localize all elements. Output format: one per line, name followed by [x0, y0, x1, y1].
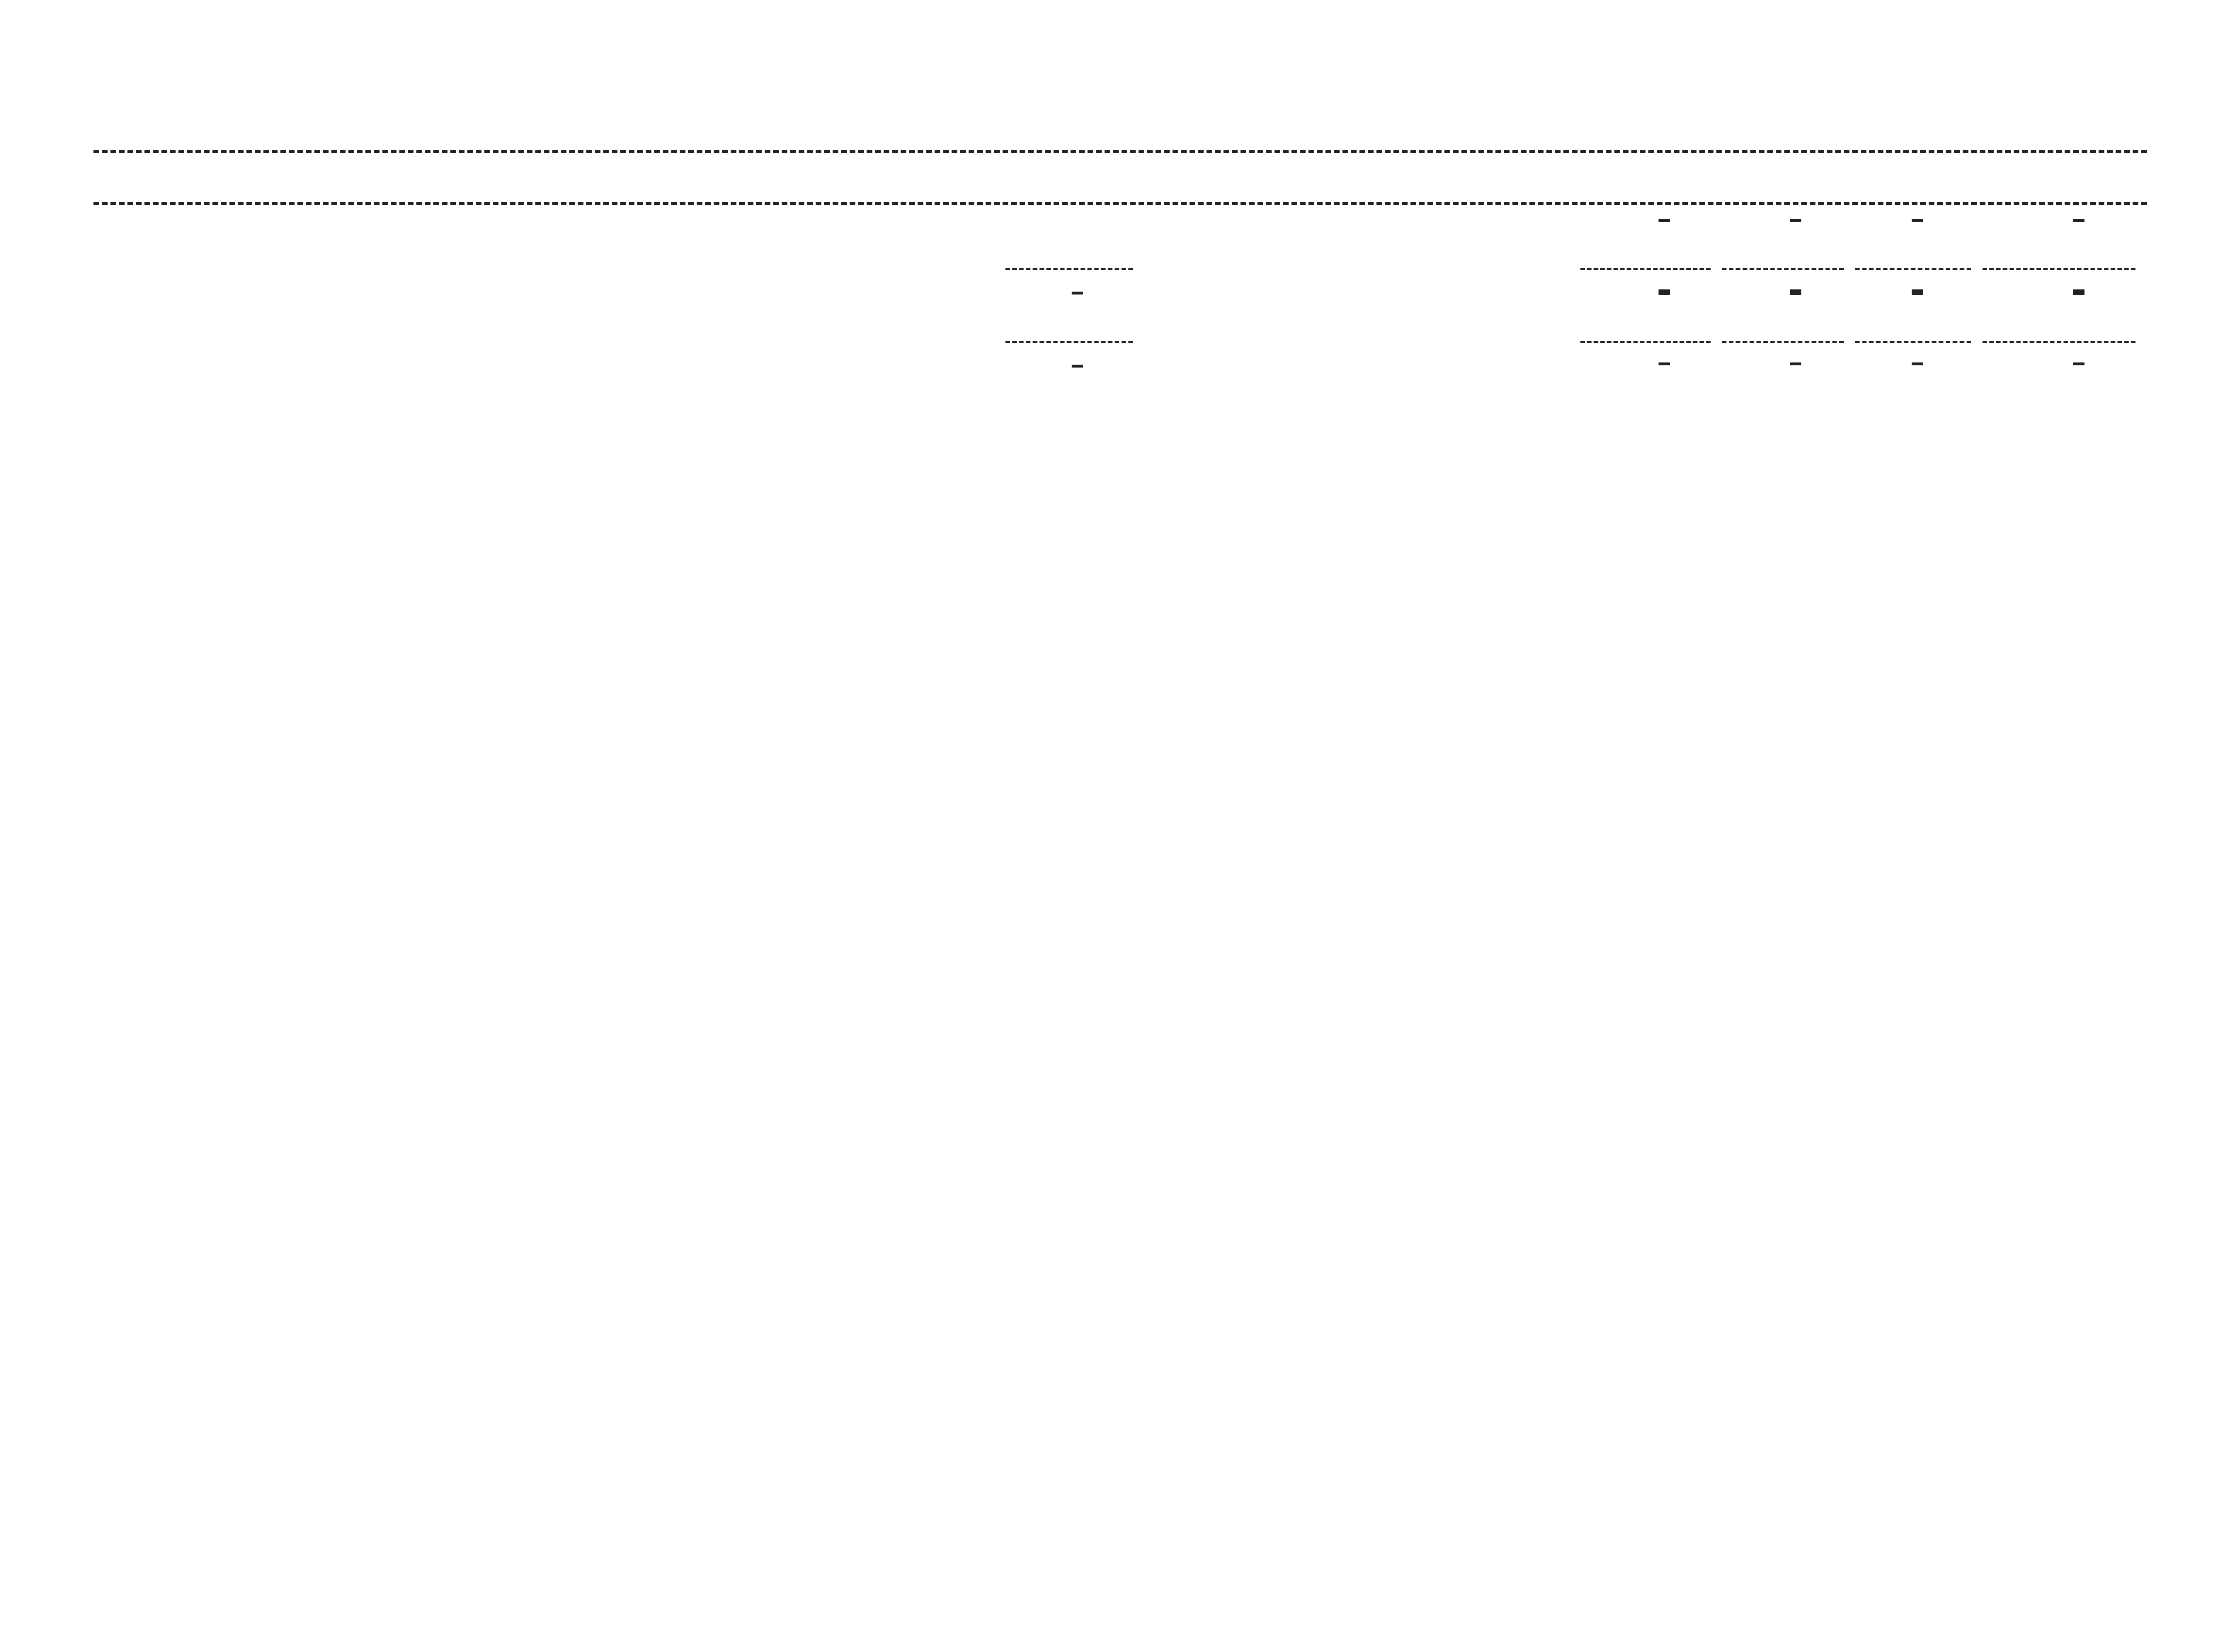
empty-cell-dash — [1659, 219, 1670, 222]
row-underline — [1580, 341, 1711, 343]
empty-cell-dash — [2073, 292, 2084, 295]
row-underline — [1722, 341, 1844, 343]
empty-cell-dash — [1912, 292, 1923, 295]
empty-cell-dash — [1790, 292, 1801, 295]
row-underline — [1855, 268, 1971, 270]
row-underline — [1005, 268, 1133, 270]
row-underline — [1983, 341, 2135, 343]
empty-cell-dash — [1072, 292, 1083, 294]
empty-cell-dash — [1072, 365, 1083, 368]
row-underline — [1005, 341, 1133, 343]
row-underline — [1580, 268, 1711, 270]
header-rule-top — [93, 150, 2147, 153]
header-rule-bottom — [93, 202, 2147, 205]
empty-cell-dash — [1912, 362, 1923, 365]
row-underline — [1855, 341, 1971, 343]
empty-cell-dash — [1659, 362, 1670, 365]
empty-cell-dash — [2073, 219, 2084, 222]
empty-cell-dash — [1659, 292, 1670, 295]
empty-cell-dash — [1790, 362, 1801, 365]
row-underline — [1983, 268, 2135, 270]
empty-cell-dash — [1912, 219, 1923, 222]
empty-cell-dash — [1790, 219, 1801, 222]
empty-cell-dash — [2073, 362, 2084, 365]
row-underline — [1722, 268, 1844, 270]
